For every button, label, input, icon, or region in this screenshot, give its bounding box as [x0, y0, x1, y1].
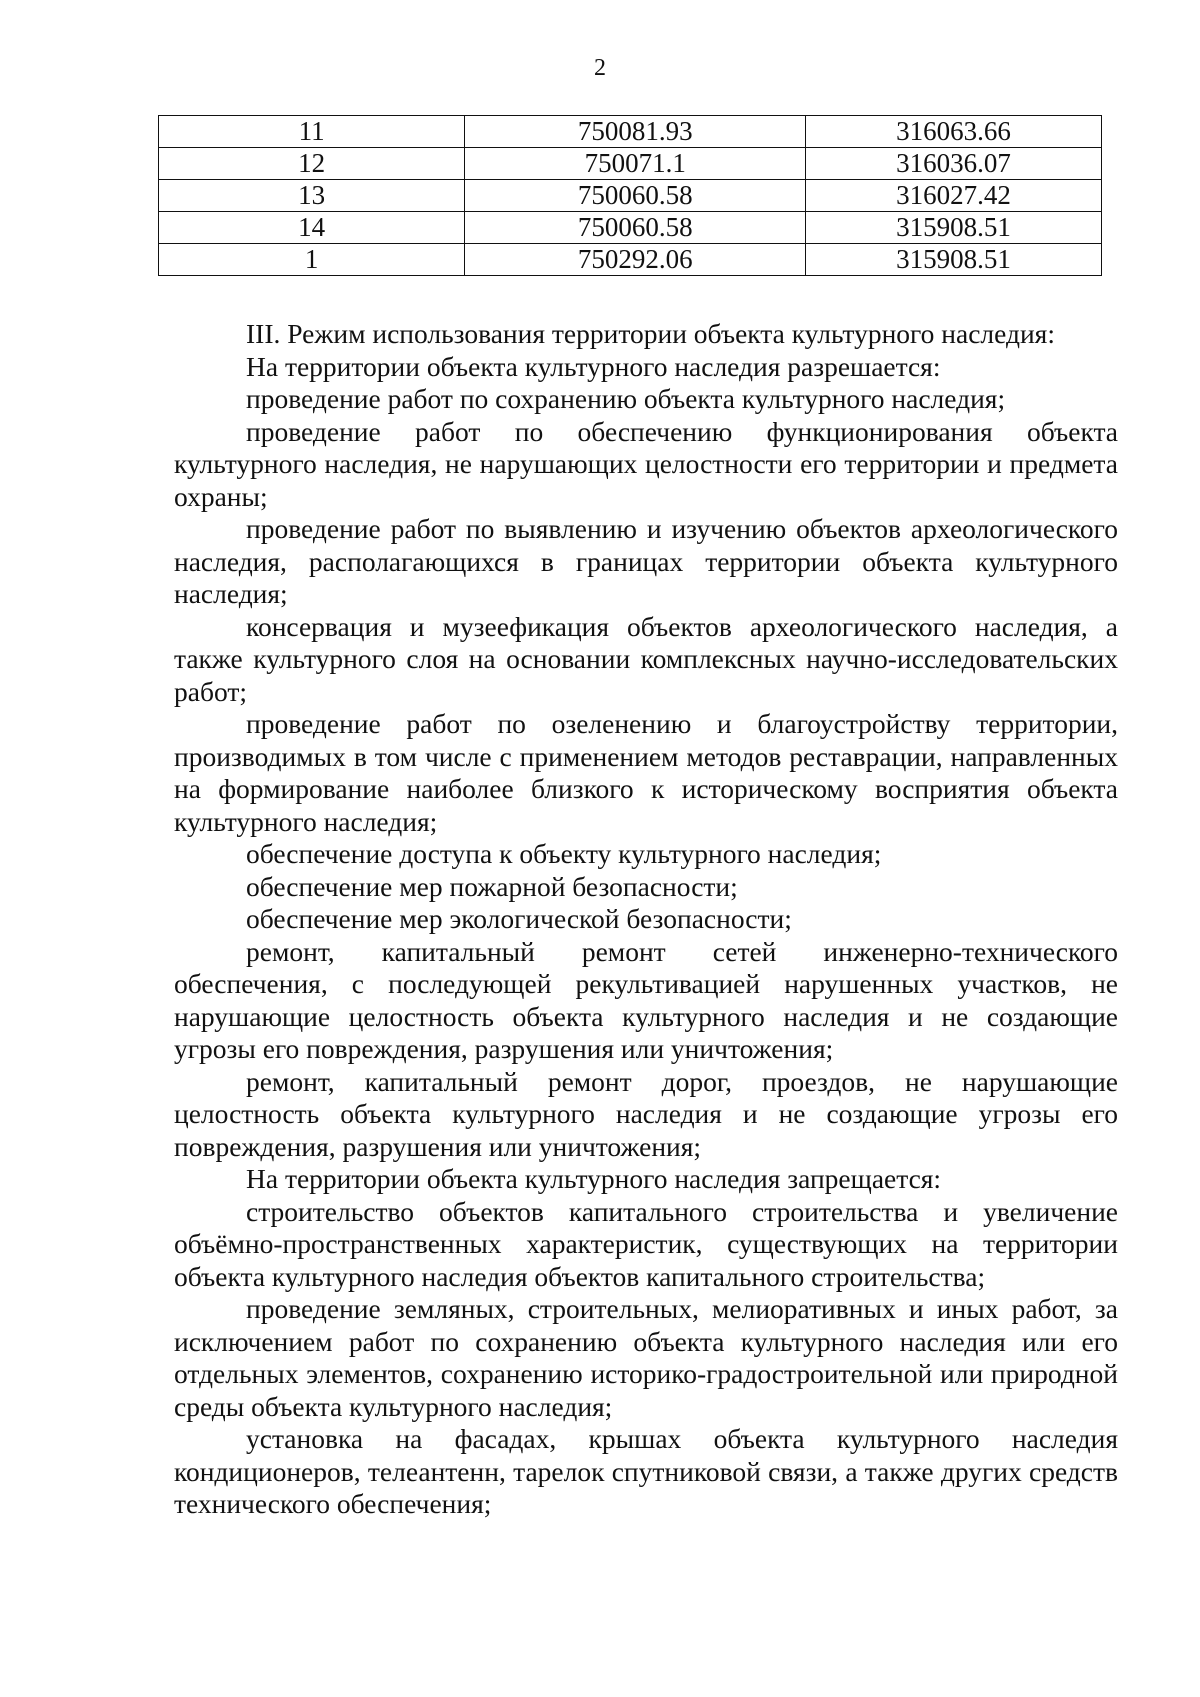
table-row [159, 148, 1102, 180]
y-coordinate-cell: 315908.51 [806, 212, 1102, 244]
paragraph: проведение работ по выявлению и изучению объектов археологического наследия, располагающихся в границах территории объекта культурного наследия; [174, 513, 1118, 609]
y-coordinate-cell: 316027.42 [806, 180, 1102, 212]
paragraph: установка на фасадах, крышах объекта культурного наследия кондиционеров, телеантенн, тарелок спутниковой связи, а также других средств технического обеспечения; [174, 1423, 1118, 1519]
x-coordinate-cell: 750060.58 [465, 212, 806, 244]
table-row [159, 180, 1102, 212]
paragraph: обеспечение мер экологической безопасности; [246, 903, 792, 934]
point-number-cell: 1 [159, 244, 465, 276]
prohibited-heading: На территории объекта культурного наследия запрещается: [246, 1163, 942, 1194]
x-coordinate-cell: 750292.06 [465, 244, 806, 276]
x-coordinate-cell: 750071.1 [465, 148, 806, 180]
table-row [159, 116, 1102, 148]
paragraph: обеспечение мер пожарной безопасности; [246, 870, 738, 902]
table-row [159, 244, 1102, 276]
y-coordinate-cell: 316036.07 [806, 148, 1102, 180]
paragraph: проведение работ по обеспечению функционирования объекта культурного наследия, не нарушающих целостности его территории и предмета охраны; [174, 415, 1118, 512]
point-number-cell: 11 [159, 116, 465, 148]
document-body [174, 318, 1118, 1521]
point-number-cell: 13 [159, 180, 465, 212]
x-coordinate-cell: 750081.93 [465, 116, 806, 148]
x-coordinate-cell: 750060.58 [465, 180, 806, 212]
y-coordinate-cell: 315908.51 [806, 244, 1102, 276]
point-number-cell: 14 [159, 212, 465, 244]
y-coordinate-cell: 316063.66 [806, 116, 1102, 148]
paragraph: проведение земляных, строительных, мелиоративных и иных работ, за исключением работ по сохранению объекта культурного наследия или его отдельных элементов, сохранению историко-градостроительной или природной среды объекта культурного наследия; [174, 1293, 1118, 1422]
table-row [159, 212, 1102, 244]
page-number: 2 [594, 55, 606, 81]
paragraph: обеспечение доступа к объекту культурного наследия; [246, 838, 882, 869]
paragraph: консервация и музеефикация объектов археологического наследия, а также культурного слоя на основании комплексных научно-исследовательских работ; [174, 610, 1118, 707]
paragraph: строительство объектов капитального строительства и увеличение объёмно-пространственных характеристик, существующих на территории объекта культурного наследия объектов капитального строительства; [174, 1195, 1118, 1292]
paragraph: ремонт, капитальный ремонт сетей инженерно-технического обеспечения, с последующей рекультивацией нарушенных участков, не нарушающие целостность объекта культурного наследия и не создающие угрозы его повреждения, разрушения или уничтожения; [174, 935, 1118, 1064]
permitted-heading: На территории объекта культурного наследия разрешается: [246, 350, 941, 382]
point-number-cell: 12 [159, 148, 465, 180]
section-heading: III. Режим использования территории объекта культурного наследия: [246, 318, 1055, 349]
paragraph: ремонт, капитальный ремонт дорог, проездов, не нарушающие целостность объекта культурного наследия и не создающие угрозы его повреждения, разрушения или уничтожения; [174, 1065, 1118, 1162]
paragraph: проведение работ по сохранению объекта культурного наследия; [246, 383, 1006, 414]
coordinates-table [158, 115, 1102, 276]
paragraph: проведение работ по озеленению и благоустройству территории, производимых в том числе с применением методов реставрации, направленных на формирование наиболее близкого к историческому восприятия объекта культурного наследия; [174, 708, 1118, 837]
